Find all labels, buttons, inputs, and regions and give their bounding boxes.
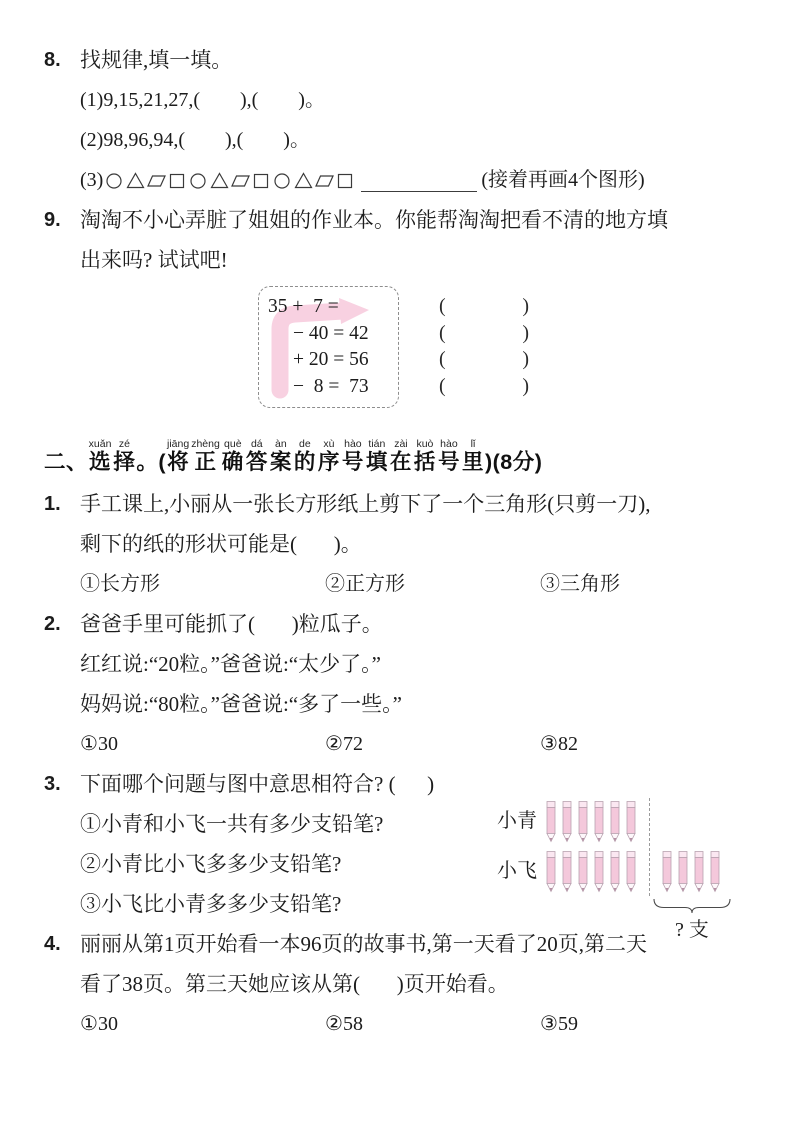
pinyin-label: jiāng [167,438,190,450]
option-item [325,1010,540,1038]
ruby-char [167,438,190,474]
paren-open: ( [439,321,446,344]
section2-title [44,438,753,476]
seq3-prefix: (3) [80,169,104,191]
question-2 [44,610,753,770]
pinyin-label: hào [437,438,460,450]
question-9 [44,206,753,422]
option-item [80,570,325,598]
question-4-line1: 丽丽从第1页开始看一本96页的故事书,第一天看了20页,第二天 [80,932,647,956]
han-char: 将 [167,450,190,474]
header-text: 。( [136,450,167,474]
pinyin-label: lǐ [461,438,484,450]
row1-label: 小青 [497,810,537,832]
paren-close: ) [522,374,529,397]
han-char: 号 [341,450,364,474]
square-shape-icon [336,171,355,189]
seq3-note: (接着再画4个图形) [481,169,645,191]
pencil-icon [625,800,637,843]
han-char: 案 [269,450,292,474]
ruby-char [221,438,244,474]
ruby-char [341,438,364,474]
pencil-group-row1 [545,800,637,843]
question-3-number: 3. [44,773,61,795]
han-char: 的 [293,450,316,474]
question-8-seq3 [80,166,753,194]
question-2-number: 2. [44,613,61,635]
equation-lines [268,294,392,400]
han-char: 括 [413,450,436,474]
pinyin-label: xù [317,438,340,450]
pinyin-label: zài [389,438,412,450]
ruby-char [437,438,460,474]
triangle-shape-icon [210,171,229,189]
option-badge: ② [325,1013,343,1035]
header-text: 二、 [44,450,89,474]
option-badge: ② [325,573,345,595]
question-9-line1: 淘淘不小心弄脏了姐姐的作业本。你能帮淘淘把看不清的地方填 [80,208,668,232]
option-badge: ③ [540,573,560,595]
question-1-line2: 剩下的纸的形状可能是( )。 [80,532,362,556]
pencil-icon [545,800,557,843]
option-item [540,570,753,598]
pencil-group-row2-extra [661,850,721,893]
han-char: 确 [221,450,244,474]
pencil-icon [561,800,573,843]
option-badge: ① [80,573,100,595]
option-line: ②小青比小飞多多少支铅笔? [80,852,342,876]
pencil-icon [577,850,589,893]
pencil-icon [593,850,605,893]
han-char: 里 [461,450,484,474]
parallelogram-shape-icon [315,171,334,189]
option-badge: ③ [540,1013,558,1035]
paren-open: ( [439,348,446,370]
question-8-number: 8. [44,49,61,71]
option-text: 72 [342,733,363,755]
option-badge: ② [325,733,343,755]
answer-paren [439,293,529,320]
han-char: 答 [245,450,268,474]
answer-paren [439,346,529,373]
question-4-number: 4. [44,933,61,955]
pinyin-label: zhèng [191,438,220,450]
paren-close: ) [522,348,529,370]
pencil-icon [609,850,621,893]
pencil-icon [561,850,573,893]
pencil-group-row2-left [545,850,637,893]
han-char: 号 [437,450,460,474]
question-2-line3: 妈妈说:“80粒。”爸爸说:“多了一些。” [80,692,402,716]
answer-parens-column [439,286,529,408]
triangle-shape-icon [294,171,313,189]
question-4-options [80,1010,753,1038]
ruby-char [365,438,388,474]
option-item [540,1010,753,1038]
han-char: 序 [317,450,340,474]
equation-line: − 40 = 42 [293,322,369,344]
equation-line: + 20 = 56 [293,349,369,370]
paren-close: ) [522,321,529,344]
question-8 [44,46,753,206]
option-item [80,1010,325,1038]
option-text: 三角形 [560,573,620,595]
question-9-line2: 出来吗? 试试吧! [80,248,228,272]
ruby-char [461,438,484,474]
paren-open: ( [439,374,446,397]
stained-homework-row [258,286,753,408]
stained-homework-box [258,286,399,408]
pinyin-label: kuò [413,438,436,450]
question-1-options [80,570,753,598]
option-text: 58 [342,1013,363,1035]
triangle-shape-icon [126,171,145,189]
han-char: 正 [191,450,220,474]
option-badge: ① [80,733,98,755]
circle-shape-icon [105,171,124,189]
option-text: 30 [97,733,118,755]
han-char: 择 [113,450,136,474]
ruby-char [88,438,112,474]
shape-pattern-strip [105,171,355,189]
parallelogram-shape-icon [147,171,166,189]
pinyin-label: de [293,438,316,450]
square-shape-icon [252,171,271,189]
ruby-char [269,438,292,474]
row2-label: 小飞 [497,860,537,882]
question-1-line1: 手工课上,小丽从一张长方形纸上剪下了一个三角形(只剪一刀), [80,492,651,516]
option-text: 82 [557,733,578,755]
question-4-line2: 看了38页。第三天她应该从第( )页开始看。 [80,972,509,996]
question-3 [44,770,753,941]
han-char: 选 [88,450,112,474]
equation-line: 35 + 7 = [268,296,339,317]
option-badge: ① [80,1013,98,1035]
ruby-char [293,438,316,474]
han-char: 在 [389,450,412,474]
question-1-number: 1. [44,493,61,515]
option-text: 59 [557,1013,578,1035]
pencil-icon [625,850,637,893]
question-1 [44,490,753,610]
pinyin-label: dá [245,438,268,450]
pinyin-label: zé [113,438,136,450]
answer-blank-line [361,169,477,192]
option-text: 正方形 [345,573,405,595]
option-item [325,730,540,758]
question-8-title: 找规律,填一填。 [80,48,233,72]
pinyin-label: tián [365,438,388,450]
question-4 [44,930,753,1050]
pencil-icon [545,850,557,893]
option-line: ③小飞比小青多多少支铅笔? [80,892,342,916]
answer-paren [439,373,529,400]
option-text: 30 [97,1013,118,1035]
question-2-options [80,730,753,758]
pencil-icon [693,850,705,893]
ruby-char [245,438,268,474]
circle-shape-icon [189,171,208,189]
question-8-seq1: (1)9,15,21,27,( ),( )。 [80,89,325,111]
pencil-icon [577,800,589,843]
pinyin-label: xuǎn [88,438,112,450]
brace-label: ? 支 [675,919,709,941]
pencil-icon [609,800,621,843]
option-text: 长方形 [100,573,160,595]
pencil-icon [677,850,689,893]
ruby-char [317,438,340,474]
header-text: )(8分) [484,450,543,474]
brace-svg [653,898,731,913]
ruby-char [191,438,220,474]
ruby-char [413,438,436,474]
paren-close: ) [522,295,529,317]
pencil-icon [593,800,605,843]
square-shape-icon [168,171,187,189]
pinyin-label: què [221,438,244,450]
han-char: 填 [365,450,388,474]
answer-paren [439,320,529,347]
pinyin-label: àn [269,438,292,450]
option-badge: ③ [540,733,558,755]
question-2-line1: 爸爸手里可能抓了( )粒瓜子。 [80,612,383,636]
ruby-char [389,438,412,474]
pencil-icon [709,850,721,893]
parallelogram-shape-icon [231,171,250,189]
dashed-divider [649,798,650,896]
question-3-line1: 下面哪个问题与图中意思相符合? ( ) [80,772,435,796]
option-line: ①小青和小飞一共有多少支铅笔? [80,812,384,836]
paren-open: ( [439,295,446,317]
question-8-seq2: (2)98,96,94,( ),( )。 [80,129,310,151]
option-item [325,570,540,598]
pencil-diagram [497,796,747,948]
question-2-line2: 红红说:“20粒。”爸爸说:“太少了。” [80,652,381,676]
question-9-number: 9. [44,209,61,231]
pencil-icon [661,850,673,893]
equation-line: − 8 = 73 [293,375,369,397]
option-item [540,730,753,758]
ruby-char [113,438,136,474]
circle-shape-icon [273,171,292,189]
pinyin-label: hào [341,438,364,450]
option-item [80,730,325,758]
